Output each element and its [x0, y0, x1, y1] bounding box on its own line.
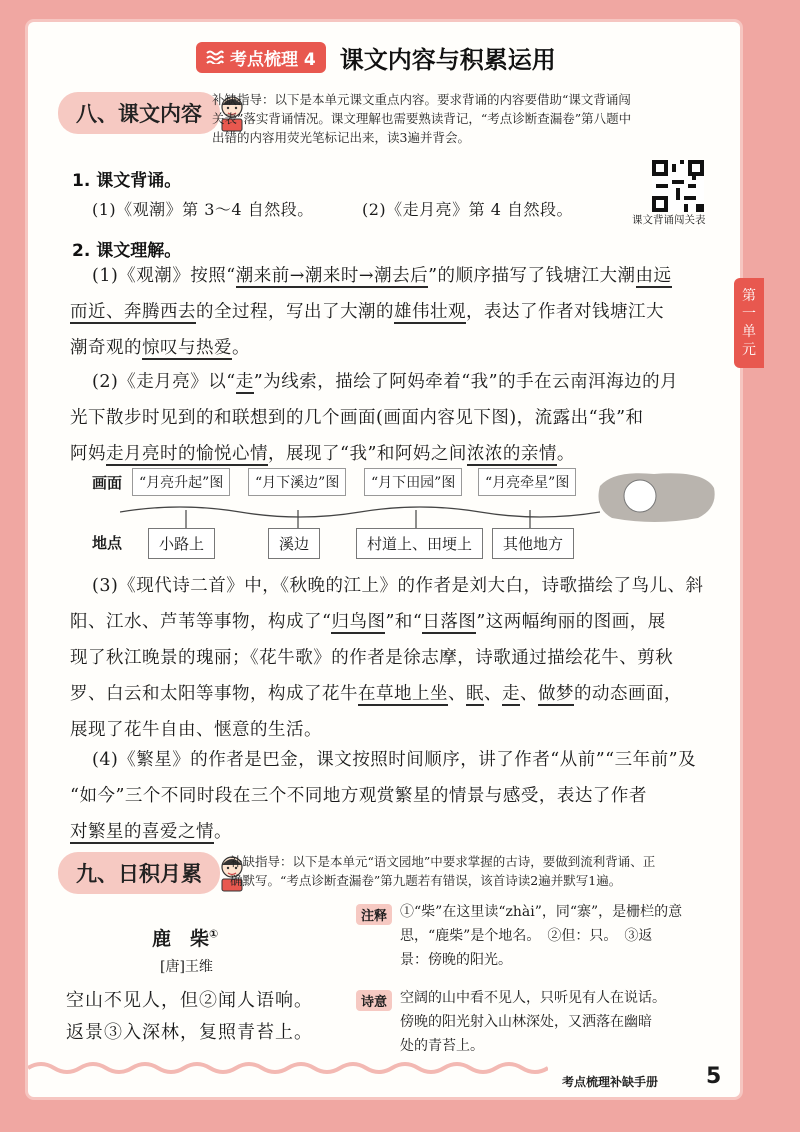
meaning-text: 空阔的山中看不见人，只听见有人在说话。 傍晚的阳光射入山林深处，又洒落在幽暗 处的青苔上。 — [400, 990, 666, 1054]
qr-code-icon[interactable] — [652, 160, 704, 212]
title-bar — [196, 40, 556, 74]
poem-line: 返景③入深林，复照青苔上。 — [66, 1022, 313, 1043]
side-tab-char: 第 — [742, 288, 756, 304]
section9-heading — [58, 852, 250, 894]
guide-line: 补缺指导：以下是本单元“语文园地”中要求掌握的古诗，要做到流利背诵、正 — [230, 854, 656, 869]
section9-title: 九、日积月累 — [58, 852, 220, 894]
guide-line: 补缺指导：以下是本单元课文重点内容。要求背诵的内容要借助“课文背诵闯 — [212, 92, 631, 107]
side-tab-char: 一 — [742, 306, 756, 322]
scene-box: “月亮牵星”图 — [478, 468, 576, 496]
understanding-paragraph-2: (2)《走月亮》以“走”为线索，描绘了阿妈牵着“我”的手在云南洱海边的月 光下散步时见到的和联想到的几个画面(画面内容见下图)，流露出“我”和 阿妈走月亮时的愉悦心情，展现了“我”和阿妈之间浓浓的亲情。 — [70, 372, 679, 464]
section9-guide — [230, 852, 720, 890]
section8-guide — [212, 90, 722, 147]
poem-title: 鹿 柴① — [152, 927, 219, 950]
diagram-label-scene: 画面 — [92, 474, 123, 492]
subheading-understand: 2. 课文理解。 — [72, 241, 182, 261]
understanding-paragraph-4: (4)《繁星》的作者是巴金，课文按照时间顺序，讲了作者“从前”“三年前”及 “如今”三个不同时段在三个不同地方观赏繁星的情景与感受，表达了作者 对繁星的喜爱之情。 — [70, 750, 697, 842]
unit-side-tab — [734, 278, 764, 368]
understanding-paragraph-1: (1)《观潮》按照“潮来前→潮来时→潮去后”的顺序描写了钱塘江大潮由远 而近、奔腾西去的全过程，写出了大潮的雄伟壮观，表达了作者对钱塘江大 潮奇观的惊叹与热爱。 — [70, 266, 672, 358]
diagram-connector-lines — [120, 500, 600, 530]
poem-author: [唐]王维 — [160, 959, 213, 975]
place-box: 溪边 — [268, 528, 320, 559]
place-box: 其他地方 — [492, 528, 574, 559]
place-box: 村道上、田埂上 — [356, 528, 483, 559]
qr-label: 课文背诵闯关表 — [632, 214, 706, 226]
scene-box: “月亮升起”图 — [132, 468, 230, 496]
understanding-paragraph-3: (3)《现代诗二首》中，《秋晚的江上》的作者是刘大白，诗歌描绘了鸟儿、斜 阳、江水、芦苇等事物，构成了“归鸟图”和“日落图”这两幅绚丽的图画，展 现了秋江晚景的瑰丽；《花牛歌》的作者是徐志摩，诗歌通过描绘花牛、剪秋 罗、白云和太阳等事物，构成了花牛在草地上坐、眠、走、做梦的动态画面， 展现了花牛自由、惬意的生活。 — [70, 576, 704, 740]
page-number: 5 — [706, 1064, 722, 1089]
note-tag: 注释 — [356, 904, 392, 925]
section8-title: 八、课文内容 — [58, 92, 220, 134]
meaning-tag: 诗意 — [356, 990, 392, 1011]
subheading-recite: 1. 课文背诵。 — [72, 171, 182, 191]
title-tag — [196, 42, 326, 73]
wave-icon — [206, 50, 224, 64]
footer-book-title: 考点梳理补缺手册 — [562, 1075, 659, 1089]
guide-line: 出错的内容用荧光笔标记出来，读3遍并背会。 — [212, 130, 470, 145]
note-text: ①“柴”在这里读“zhài”，同“寨”，是栅栏的意 思，“鹿柴”是个地名。 ②但：只。 ③返 景：傍晚的阳光。 — [400, 904, 683, 968]
side-tab-char: 元 — [742, 342, 756, 358]
moon-illustration-icon — [594, 468, 718, 524]
recite-item-2: (2)《走月亮》第 4 自然段。 — [362, 200, 574, 219]
scene-box: “月下溪边”图 — [248, 468, 346, 496]
place-box: 小路上 — [148, 528, 215, 559]
poem-line: 空山不见人，但②闻人语响。 — [66, 990, 313, 1011]
footer-stripe — [28, 1060, 548, 1076]
page-title: 课文内容与积累运用 — [339, 45, 556, 74]
diagram-label-place: 地点 — [92, 534, 123, 552]
guide-line: 确默写。“考点诊断查漏卷”第九题若有错误，该首诗读2遍并默写1遍。 — [230, 873, 622, 888]
side-tab-char: 单 — [742, 324, 756, 340]
title-tag-label: 考点梳理 4 — [230, 49, 316, 70]
poem-title-note-mark: ① — [209, 927, 219, 941]
recite-item-1: (1)《观潮》第 3～4 自然段。 — [92, 200, 314, 219]
guide-line: 关表”落实背诵情况。课文理解也需要熟读背记，“考点诊断查漏卷”第八题中 — [212, 111, 632, 126]
scene-box: “月下田园”图 — [364, 468, 462, 496]
